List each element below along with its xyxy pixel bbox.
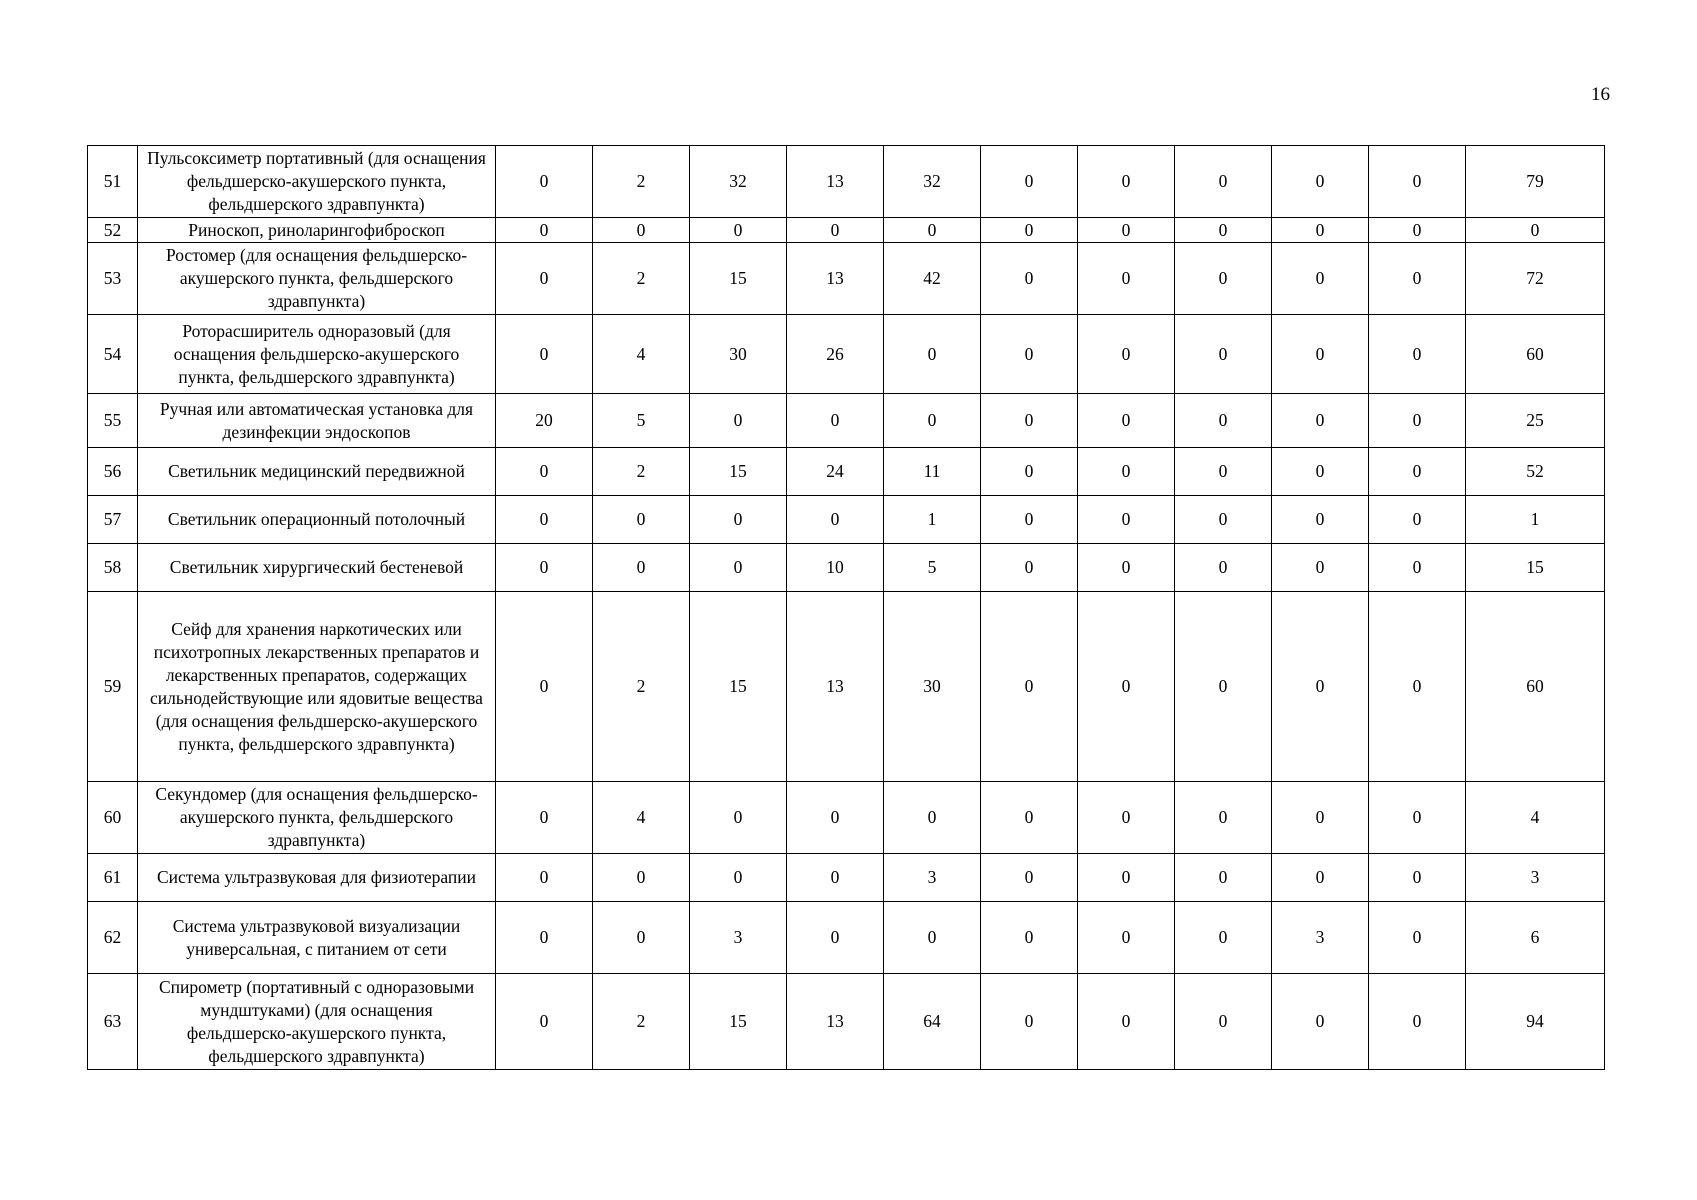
value-cell: 0 xyxy=(981,854,1078,902)
table-row xyxy=(88,974,1605,1070)
row-number: 51 xyxy=(88,146,138,218)
equipment-name: Светильник хирургический бестеневой xyxy=(138,544,496,592)
value-cell: 0 xyxy=(1078,974,1175,1070)
equipment-name: Система ультразвуковая для физиотерапии xyxy=(138,854,496,902)
total-cell: 6 xyxy=(1466,902,1605,974)
value-cell: 0 xyxy=(981,448,1078,496)
value-cell: 0 xyxy=(1369,902,1466,974)
value-cell: 0 xyxy=(884,782,981,854)
total-cell: 3 xyxy=(1466,854,1605,902)
value-cell: 0 xyxy=(981,544,1078,592)
value-cell: 0 xyxy=(981,782,1078,854)
value-cell: 5 xyxy=(884,544,981,592)
total-cell: 0 xyxy=(1466,218,1605,243)
equipment-name: Секундомер (для оснащения фельдшерско-акушерского пункта, фельдшерского здравпункта) xyxy=(138,782,496,854)
row-number: 52 xyxy=(88,218,138,243)
total-cell: 72 xyxy=(1466,243,1605,315)
table-row xyxy=(88,854,1605,902)
table-body xyxy=(88,146,1605,1070)
value-cell: 64 xyxy=(884,974,981,1070)
value-cell: 15 xyxy=(690,592,787,782)
value-cell: 0 xyxy=(787,218,884,243)
value-cell: 0 xyxy=(884,394,981,448)
equipment-name: Ростомер (для оснащения фельдшерско-акушерского пункта, фельдшерского здравпункта) xyxy=(138,243,496,315)
table-row xyxy=(88,218,1605,243)
value-cell: 2 xyxy=(593,243,690,315)
value-cell: 0 xyxy=(1078,902,1175,974)
value-cell: 0 xyxy=(981,218,1078,243)
value-cell: 0 xyxy=(787,902,884,974)
value-cell: 0 xyxy=(1175,974,1272,1070)
value-cell: 0 xyxy=(981,902,1078,974)
value-cell: 0 xyxy=(1078,544,1175,592)
value-cell: 30 xyxy=(690,315,787,394)
value-cell: 20 xyxy=(496,394,593,448)
value-cell: 0 xyxy=(981,146,1078,218)
value-cell: 0 xyxy=(496,496,593,544)
equipment-name: Светильник медицинский передвижной xyxy=(138,448,496,496)
equipment-name: Сейф для хранения наркотических или психотропных лекарственных препаратов и лекарственных препаратов, содержащих сильнодействующие или ядовитые вещества (для оснащения фельдшерско-акушерского пункта, фельдшерского здравпункта) xyxy=(138,592,496,782)
value-cell: 0 xyxy=(1078,243,1175,315)
value-cell: 24 xyxy=(787,448,884,496)
table-row xyxy=(88,496,1605,544)
value-cell: 30 xyxy=(884,592,981,782)
total-cell: 94 xyxy=(1466,974,1605,1070)
value-cell: 0 xyxy=(1175,544,1272,592)
value-cell: 13 xyxy=(787,974,884,1070)
value-cell: 0 xyxy=(690,544,787,592)
equipment-name: Ручная или автоматическая установка для дезинфекции эндоскопов xyxy=(138,394,496,448)
value-cell: 0 xyxy=(1272,592,1369,782)
value-cell: 10 xyxy=(787,544,884,592)
page-number: 16 xyxy=(1591,84,1610,105)
table-row xyxy=(88,782,1605,854)
value-cell: 0 xyxy=(1272,448,1369,496)
value-cell: 0 xyxy=(787,782,884,854)
value-cell: 0 xyxy=(1175,315,1272,394)
value-cell: 0 xyxy=(593,902,690,974)
value-cell: 0 xyxy=(981,394,1078,448)
value-cell: 0 xyxy=(1272,243,1369,315)
value-cell: 0 xyxy=(1369,974,1466,1070)
table-row xyxy=(88,315,1605,394)
value-cell: 0 xyxy=(1369,854,1466,902)
value-cell: 0 xyxy=(884,315,981,394)
value-cell: 0 xyxy=(690,782,787,854)
total-cell: 25 xyxy=(1466,394,1605,448)
value-cell: 42 xyxy=(884,243,981,315)
value-cell: 0 xyxy=(496,592,593,782)
value-cell: 32 xyxy=(690,146,787,218)
row-number: 61 xyxy=(88,854,138,902)
value-cell: 0 xyxy=(1272,496,1369,544)
value-cell: 0 xyxy=(787,394,884,448)
value-cell: 0 xyxy=(496,315,593,394)
row-number: 60 xyxy=(88,782,138,854)
value-cell: 0 xyxy=(1078,394,1175,448)
row-number: 63 xyxy=(88,974,138,1070)
value-cell: 0 xyxy=(690,394,787,448)
value-cell: 0 xyxy=(1369,315,1466,394)
value-cell: 13 xyxy=(787,243,884,315)
total-cell: 60 xyxy=(1466,315,1605,394)
value-cell: 2 xyxy=(593,146,690,218)
value-cell: 0 xyxy=(1175,394,1272,448)
value-cell: 3 xyxy=(884,854,981,902)
value-cell: 0 xyxy=(981,592,1078,782)
value-cell: 0 xyxy=(1369,218,1466,243)
row-number: 55 xyxy=(88,394,138,448)
value-cell: 32 xyxy=(884,146,981,218)
value-cell: 0 xyxy=(1369,544,1466,592)
value-cell: 0 xyxy=(1272,782,1369,854)
value-cell: 0 xyxy=(1369,592,1466,782)
value-cell: 0 xyxy=(1369,243,1466,315)
table-row xyxy=(88,146,1605,218)
value-cell: 15 xyxy=(690,974,787,1070)
value-cell: 0 xyxy=(1078,218,1175,243)
table-row xyxy=(88,544,1605,592)
value-cell: 0 xyxy=(1175,146,1272,218)
table-row xyxy=(88,394,1605,448)
total-cell: 79 xyxy=(1466,146,1605,218)
equipment-name: Риноскоп, риноларингофиброскоп xyxy=(138,218,496,243)
value-cell: 2 xyxy=(593,448,690,496)
value-cell: 0 xyxy=(593,218,690,243)
value-cell: 0 xyxy=(981,974,1078,1070)
equipment-name: Система ультразвуковой визуализации универсальная, с питанием от сети xyxy=(138,902,496,974)
row-number: 57 xyxy=(88,496,138,544)
value-cell: 0 xyxy=(1078,592,1175,782)
value-cell: 0 xyxy=(1078,782,1175,854)
total-cell: 52 xyxy=(1466,448,1605,496)
value-cell: 4 xyxy=(593,782,690,854)
value-cell: 0 xyxy=(496,218,593,243)
value-cell: 0 xyxy=(884,902,981,974)
value-cell: 0 xyxy=(981,315,1078,394)
value-cell: 0 xyxy=(1272,218,1369,243)
row-number: 62 xyxy=(88,902,138,974)
value-cell: 0 xyxy=(1175,448,1272,496)
value-cell: 0 xyxy=(593,854,690,902)
value-cell: 0 xyxy=(1175,902,1272,974)
value-cell: 2 xyxy=(593,974,690,1070)
value-cell: 0 xyxy=(1369,496,1466,544)
value-cell: 2 xyxy=(593,592,690,782)
value-cell: 0 xyxy=(981,496,1078,544)
value-cell: 26 xyxy=(787,315,884,394)
table-row xyxy=(88,448,1605,496)
value-cell: 0 xyxy=(1272,544,1369,592)
value-cell: 0 xyxy=(787,496,884,544)
value-cell: 0 xyxy=(496,902,593,974)
value-cell: 1 xyxy=(884,496,981,544)
value-cell: 0 xyxy=(1078,146,1175,218)
value-cell: 0 xyxy=(1369,782,1466,854)
value-cell: 4 xyxy=(593,315,690,394)
row-number: 54 xyxy=(88,315,138,394)
table-row xyxy=(88,243,1605,315)
total-cell: 4 xyxy=(1466,782,1605,854)
value-cell: 3 xyxy=(690,902,787,974)
value-cell: 3 xyxy=(1272,902,1369,974)
value-cell: 0 xyxy=(496,854,593,902)
value-cell: 0 xyxy=(496,448,593,496)
value-cell: 0 xyxy=(1272,146,1369,218)
value-cell: 0 xyxy=(690,854,787,902)
value-cell: 0 xyxy=(496,974,593,1070)
value-cell: 13 xyxy=(787,592,884,782)
value-cell: 0 xyxy=(1175,592,1272,782)
equipment-name: Светильник операционный потолочный xyxy=(138,496,496,544)
value-cell: 5 xyxy=(593,394,690,448)
equipment-name: Пульсоксиметр портативный (для оснащения фельдшерско-акушерского пункта, фельдшерского здравпункта) xyxy=(138,146,496,218)
total-cell: 15 xyxy=(1466,544,1605,592)
value-cell: 15 xyxy=(690,448,787,496)
total-cell: 60 xyxy=(1466,592,1605,782)
row-number: 59 xyxy=(88,592,138,782)
total-cell: 1 xyxy=(1466,496,1605,544)
value-cell: 13 xyxy=(787,146,884,218)
value-cell: 0 xyxy=(1175,218,1272,243)
value-cell: 0 xyxy=(1078,315,1175,394)
value-cell: 0 xyxy=(1078,448,1175,496)
value-cell: 0 xyxy=(1175,496,1272,544)
table-row xyxy=(88,592,1605,782)
value-cell: 0 xyxy=(1272,394,1369,448)
value-cell: 11 xyxy=(884,448,981,496)
equipment-name: Спирометр (портативный с одноразовыми мундштуками) (для оснащения фельдшерско-акушерского пункта, фельдшерского здравпункта) xyxy=(138,974,496,1070)
value-cell: 15 xyxy=(690,243,787,315)
row-number: 53 xyxy=(88,243,138,315)
value-cell: 0 xyxy=(496,782,593,854)
value-cell: 0 xyxy=(981,243,1078,315)
table-row xyxy=(88,902,1605,974)
value-cell: 0 xyxy=(1272,854,1369,902)
value-cell: 0 xyxy=(1078,854,1175,902)
equipment-table xyxy=(87,145,1605,1070)
value-cell: 0 xyxy=(1175,782,1272,854)
value-cell: 0 xyxy=(593,544,690,592)
value-cell: 0 xyxy=(1369,394,1466,448)
row-number: 56 xyxy=(88,448,138,496)
value-cell: 0 xyxy=(690,218,787,243)
value-cell: 0 xyxy=(787,854,884,902)
value-cell: 0 xyxy=(1175,854,1272,902)
value-cell: 0 xyxy=(1369,146,1466,218)
value-cell: 0 xyxy=(496,243,593,315)
equipment-name: Роторасширитель одноразовый (для оснащения фельдшерско-акушерского пункта, фельдшерского здравпункта) xyxy=(138,315,496,394)
value-cell: 0 xyxy=(593,496,690,544)
value-cell: 0 xyxy=(690,496,787,544)
value-cell: 0 xyxy=(1272,315,1369,394)
value-cell: 0 xyxy=(1175,243,1272,315)
value-cell: 0 xyxy=(1369,448,1466,496)
value-cell: 0 xyxy=(1078,496,1175,544)
value-cell: 0 xyxy=(496,544,593,592)
value-cell: 0 xyxy=(1272,974,1369,1070)
value-cell: 0 xyxy=(496,146,593,218)
row-number: 58 xyxy=(88,544,138,592)
value-cell: 0 xyxy=(884,218,981,243)
